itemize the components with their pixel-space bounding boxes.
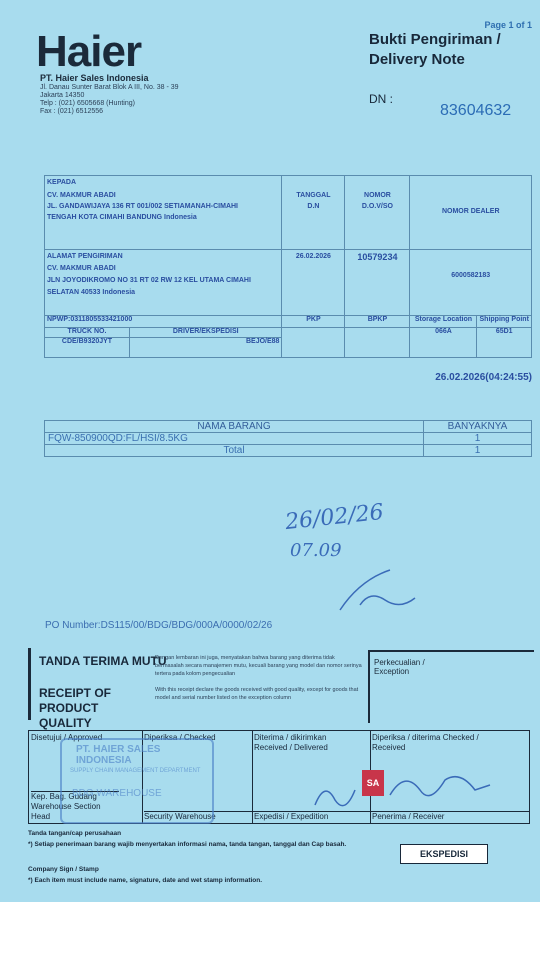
dn-date: 26.02.2026 xyxy=(282,250,345,316)
driver-value: BEJO/E88 xyxy=(130,338,282,358)
haier-logo: Haier xyxy=(36,27,142,76)
col-banyaknya: BANYAKNYA xyxy=(424,421,532,433)
total-qty: 1 xyxy=(424,445,532,457)
tanggal-header: TANGGAL D.N xyxy=(282,176,345,250)
storage-location-value: 066A xyxy=(410,328,477,358)
npwp: NPWP:0311805533421000 xyxy=(45,316,282,328)
copy-label: EKSPEDISI xyxy=(400,844,488,864)
table-row xyxy=(45,433,532,445)
handwritten-date: 26/02/26 xyxy=(283,499,385,536)
quality-receipt-box xyxy=(28,648,367,730)
recipient-city: TENGAH KOTA CIMAHI BANDUNG Indonesia xyxy=(47,214,197,221)
sign-label: Tanda tangan/cap perusahaan xyxy=(28,830,122,837)
sign-note: *) Setiap penerimaan barang wajib menyertakan informasi nama, tanda tangan, tanggal dan Cap basah. xyxy=(28,841,347,848)
dn-number: 83604632 xyxy=(440,102,512,119)
col-nama-barang: NAMA BARANG xyxy=(45,421,424,433)
page-number: Page 1 of 1 xyxy=(484,20,532,30)
company-phone: Telp : (021) 6505668 (Hunting) xyxy=(40,100,135,107)
items-table xyxy=(44,420,532,457)
exception-label: Perkecualian / Exception xyxy=(374,658,425,676)
receipt-title: RECEIPT OF PRODUCT QUALITY xyxy=(39,686,112,730)
pkp-value xyxy=(282,328,345,358)
company-address-line: Jl. Danau Sunter Barat Blok A III, No. 38 - 39 xyxy=(40,84,179,91)
shipping-name: CV. MAKMUR ABADI xyxy=(47,265,116,272)
exception-box xyxy=(368,650,534,723)
dn-label: DN : xyxy=(369,92,393,106)
recipient-name: CV. MAKMUR ABADI xyxy=(47,192,116,199)
handwritten-signature xyxy=(330,560,420,620)
receiver-signature xyxy=(385,765,495,810)
kepada-label: KEPADA xyxy=(47,179,77,186)
company-fax: Fax : (021) 6512556 xyxy=(40,108,104,115)
nomor-header: NOMOR D.O.V/SO xyxy=(345,176,410,250)
shipping-point-value: 65D1 xyxy=(477,328,532,358)
storage-location-label: Storage Location xyxy=(410,316,477,328)
checked-column: Diperiksa / Checked Security Warehouse xyxy=(142,731,253,823)
do-number: 10579234 xyxy=(345,250,410,316)
po-number: PO Number:DS115/00/BDG/BDG/000A/0000/02/26 xyxy=(45,620,273,631)
recipient-cell xyxy=(45,176,282,250)
dealer-number: 6000582183 xyxy=(410,250,532,316)
handwritten-time: 07.09 xyxy=(290,540,342,561)
bpkp-value xyxy=(345,328,410,358)
shipping-address-cell xyxy=(45,250,282,316)
pkp-label: PKP xyxy=(282,316,345,328)
shipping-city: SELATAN 40533 Indonesia xyxy=(47,289,136,296)
stamp-note: *) Each item must include name, signature, date and wet stamp information. xyxy=(28,877,263,884)
company-name: PT. Haier Sales Indonesia xyxy=(40,73,149,83)
warehouse-stamp: PT. HAIER SALES INDONESIA SUPPLY CHAIN MANAGEMENT DEPARTMENT BDG WAREHOUSE xyxy=(60,738,214,824)
company-address-line: Jakarta 14350 xyxy=(40,92,85,99)
receiver-column: Diperiksa / diterima Checked / Received Penerima / Receiver xyxy=(370,731,528,823)
item-qty: 1 xyxy=(424,433,532,445)
item-name: FQW-850900QD:FL/HSI/8.5KG xyxy=(45,433,424,445)
truck-no-value: CDE/B9320JYT xyxy=(45,338,130,358)
expedition-signature xyxy=(310,770,360,810)
shipping-address: JLN JOYODIKROMO NO 31 RT 02 RW 12 KEL UTAMA CIMAHI xyxy=(47,277,251,284)
shipping-point-label: Shipping Point xyxy=(477,316,532,328)
print-timestamp: 26.02.2026(04:24:55) xyxy=(435,372,532,383)
dealer-header: NOMOR DEALER xyxy=(410,176,532,250)
truck-no-label: TRUCK NO. xyxy=(45,328,130,338)
document-title: Bukti Pengiriman / Delivery Note xyxy=(369,31,501,68)
bpkp-label: BPKP xyxy=(345,316,410,328)
driver-label: DRIVER/EKSPEDISI xyxy=(130,328,282,338)
stamp-label: Company Sign / Stamp xyxy=(28,866,99,873)
delivered-column: Diterima / dikirimkan Received / Delivered Expedisi / Expedition xyxy=(252,731,371,823)
approved-column: Disetujui / Approved Kep. Bag. Gudang Warehouse Section Head xyxy=(29,731,143,823)
receipt-desc: With this receipt declare the goods received with good quality, except for goods that model and serial number listed on the exception column xyxy=(155,687,359,701)
total-label: Total xyxy=(45,445,424,457)
tanda-terima-title: TANDA TERIMA MUTU xyxy=(39,654,167,668)
receiver-stamp: SA xyxy=(362,770,384,796)
tanda-terima-desc: Dengan lembaran ini juga, menyatakan bahwa barang yang diterima tidak bermasalah secara manajemen mutu, kecuali barang yang model dan nomor serinya tertera pada kolom pengecualian xyxy=(155,655,362,677)
delivery-info-table xyxy=(44,175,532,358)
alamat-label: ALAMAT PENGIRIMAN xyxy=(47,253,123,260)
recipient-address: JL. GANDAWIJAYA 136 RT 001/002 SETIAMANAH-CIMAHI xyxy=(47,203,238,210)
